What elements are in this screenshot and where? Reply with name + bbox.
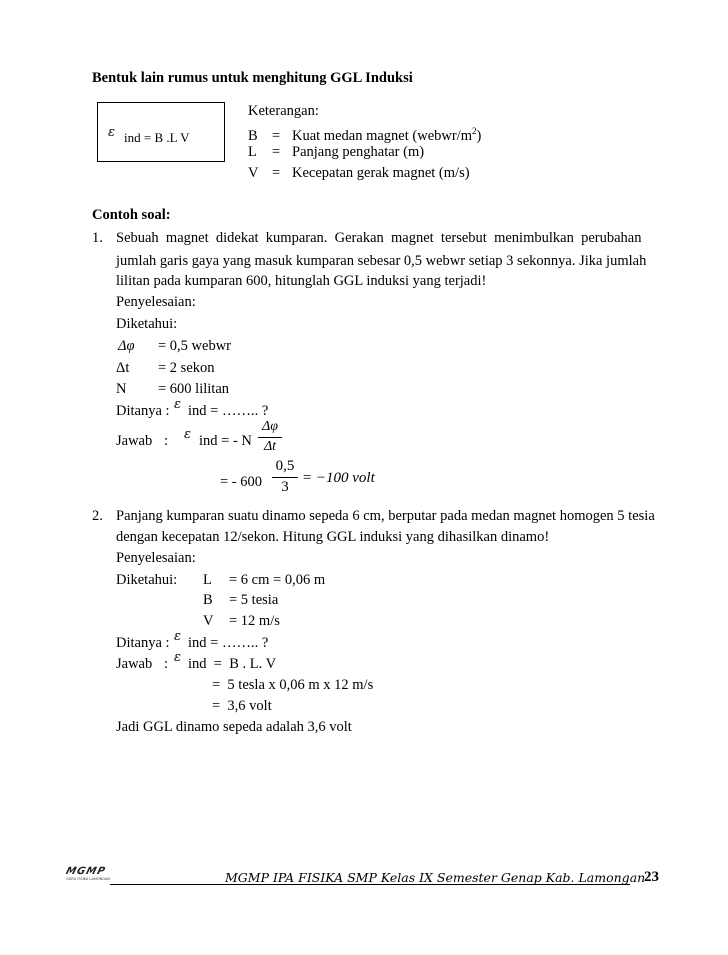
jawab-label: Jawab (116, 433, 153, 449)
known-symbol: N (116, 381, 127, 397)
calculation-step: = 3,6 volt (212, 698, 272, 714)
question-2-line-1: Panjang kumparan suatu dinamo sepeda 6 cm, berputar pada medan magnet homogen 5 tesia (116, 508, 655, 524)
equals: = (272, 165, 281, 181)
known-symbol: B (203, 592, 213, 608)
footer-text: MGMP IPA FISIKA SMP Kelas IX Semester Genap Kab. Lamongan (225, 870, 646, 885)
fraction-bar (258, 437, 282, 438)
description-tail: ) (476, 127, 482, 144)
symbol: V (248, 165, 259, 181)
description: Kecepatan gerak magnet (m/s) (292, 165, 470, 181)
jawab-colon: : (164, 433, 169, 449)
logo-text: MGMP (64, 866, 107, 877)
jawab-colon: : (164, 656, 169, 672)
mgmp-logo (66, 866, 114, 886)
contoh-soal-title: Contoh soal: (92, 207, 171, 223)
question-2-line-2: dengan kecepatan 12/sekon. Hitung GGL induksi yang dihasilkan dinamo! (116, 529, 550, 545)
ditanya-value: ind = …….. ? (188, 635, 269, 651)
question-number: 1. (92, 230, 103, 246)
known-symbol: L (203, 572, 212, 588)
step-prefix: = - 600 (220, 474, 263, 490)
formula-text: ind = B .L V (124, 130, 190, 145)
section-heading: Bentuk lain rumus untuk menghitung GGL Induksi (92, 70, 413, 86)
fraction-bar (272, 477, 298, 478)
keterangan-row-v (248, 164, 470, 182)
penyelesaian-label: Penyelesaian: (116, 294, 196, 310)
logo-subtitle: GURU FISIKA LAMONGAN (66, 877, 110, 881)
diketahui-label: Diketahui: (116, 316, 178, 332)
known-value: = 2 sekon (158, 360, 215, 376)
known-symbol: Δφ (118, 338, 135, 354)
superscript: 2 (471, 126, 477, 136)
fraction-numerator: 0,5 (275, 458, 295, 474)
epsilon-symbol: ε (174, 629, 181, 644)
jawab-expression: ind = - N (199, 433, 252, 449)
known-value: = 0,5 webwr (158, 338, 232, 354)
known-symbol: Δt (116, 360, 130, 376)
page-number: 23 (644, 869, 659, 885)
formula-box (97, 102, 225, 162)
epsilon-symbol: ε (184, 427, 191, 442)
known-symbol: V (203, 613, 214, 629)
question-1-line-1: Sebuah magnet didekat kumparan. Gerakan magnet tersebut menimbulkan perubahan (116, 230, 642, 246)
keterangan-row-l (248, 143, 424, 161)
epsilon-symbol: ε (174, 650, 181, 665)
known-value: = 12 m/s (229, 613, 280, 629)
diketahui-label: Diketahui: (116, 572, 178, 588)
epsilon-symbol: ε (108, 125, 115, 140)
equals: = (272, 144, 281, 160)
jawab-expression: ind = B . L. V (188, 656, 277, 672)
question-1-line-2: jumlah garis gaya yang masuk kumparan sebesar 0,5 webwr setiap 3 sekonnya. Jika jumlah (116, 253, 647, 269)
calculation-step: = 5 tesla x 0,06 m x 12 m/s (212, 677, 374, 693)
epsilon-symbol: ε (174, 397, 181, 412)
fraction-denominator: Δt (263, 439, 277, 454)
step-result: = −100 volt (302, 470, 375, 486)
symbol: L (248, 144, 257, 160)
ditanya-label: Ditanya : (116, 403, 170, 419)
symbol: B (248, 127, 258, 144)
conclusion: Jadi GGL dinamo sepeda adalah 3,6 volt (116, 719, 352, 735)
ditanya-value: ind = …….. ? (188, 403, 269, 419)
description: Kuat medan magnet (webwr/m (292, 127, 472, 144)
description: Panjang penghatar (m) (292, 144, 425, 160)
jawab-label: Jawab (116, 656, 153, 672)
penyelesaian-label: Penyelesaian: (116, 550, 196, 566)
known-value: = 6 cm = 0,06 m (229, 572, 326, 588)
fraction-numerator: Δφ (262, 419, 278, 434)
fraction-denominator: 3 (281, 479, 289, 495)
question-number: 2. (92, 508, 103, 524)
known-value: = 5 tesia (229, 592, 279, 608)
ditanya-label: Ditanya : (116, 635, 170, 651)
known-value: = 600 lilitan (158, 381, 230, 397)
question-1-line-3: lilitan pada kumparan 600, hitunglah GGL induksi yang terjadi! (116, 273, 487, 289)
keterangan-row-b (248, 122, 481, 145)
equals: = (272, 127, 281, 144)
keterangan-title: Keterangan: (248, 103, 319, 119)
